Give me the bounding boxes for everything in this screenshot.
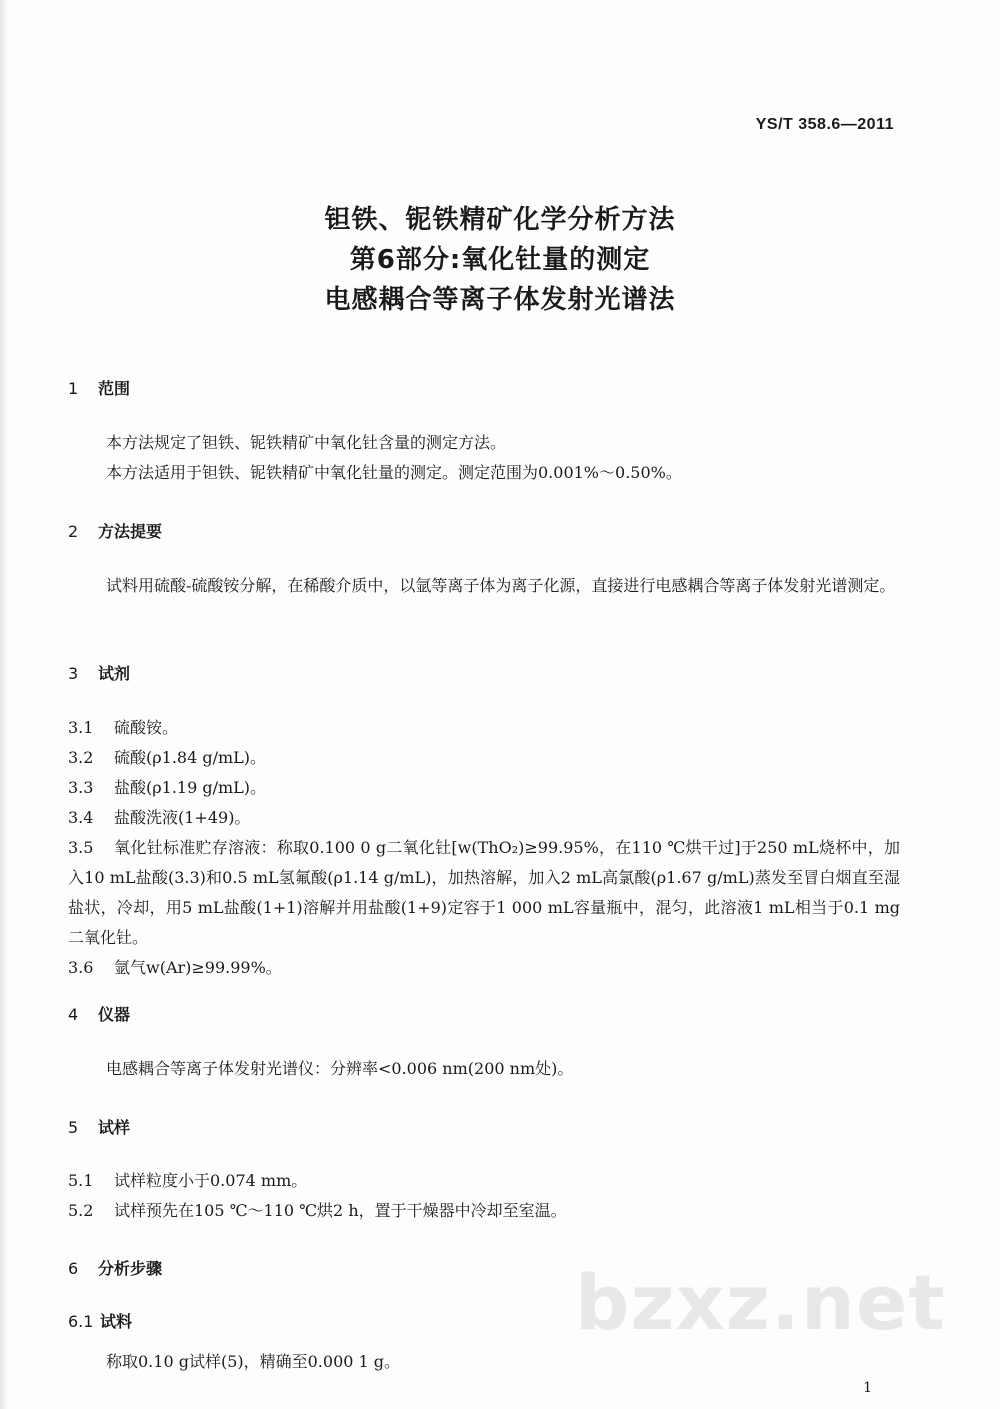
list-item: [68, 953, 900, 983]
section-number: 6: [68, 1259, 79, 1278]
document-title: [0, 200, 1000, 320]
item-number: 3.2: [68, 748, 94, 767]
section-number: 4: [68, 1005, 79, 1024]
page-number: 1: [863, 1380, 872, 1396]
title-line-2: 第6部分:氧化钍量的测定: [349, 245, 651, 275]
section-title: 仪器: [98, 1005, 131, 1024]
subsection-title: 试料: [100, 1312, 133, 1331]
subsection-number: 6.1: [68, 1312, 94, 1331]
section-title: 分析步骤: [98, 1259, 163, 1278]
section-heading-scope: [68, 376, 130, 399]
section-heading-principle: [68, 519, 162, 542]
item-text: 试样粒度小于0.074 mm。: [114, 1171, 308, 1190]
section-title: 方法提要: [98, 522, 163, 541]
section-number: 5: [68, 1118, 79, 1137]
item-text: 试样预先在105 ℃～110 ℃烘2 h，置于干燥器中冷却至室温。: [114, 1201, 567, 1220]
paragraph: 电感耦合等离子体发射光谱仪：分辨率<0.006 nm(200 nm处)。: [106, 1059, 574, 1078]
item-number: 3.5: [68, 838, 94, 857]
item-number: 5.2: [68, 1201, 94, 1220]
list-item: [68, 713, 900, 743]
item-text: 硫酸铵。: [114, 718, 179, 737]
paragraph: 本方法规定了钽铁、铌铁精矿中氧化钍含量的测定方法。: [106, 433, 507, 452]
list-item: [68, 773, 900, 803]
watermark-text: bzxz.net: [575, 1258, 946, 1347]
list-item: [68, 743, 900, 773]
item-number: 3.1: [68, 718, 94, 737]
section-title: 范围: [98, 379, 131, 398]
paragraph: 试料用硫酸-硫酸铵分解，在稀酸介质中，以氩等离子体为离子化源，直接进行电感耦合等离子体发射光谱测定。: [106, 576, 896, 595]
paragraph: 称取0.10 g试样(5)，精确至0.000 1 g。: [106, 1352, 401, 1371]
section-number: 1: [68, 379, 79, 398]
item-text: 氧化钍标准贮存溶液：称取0.100 0 g二氧化钍[w(ThO₂)≥99.95%，在110 ℃烘干过]于250 mL烧杯中，加入10 mL盐酸(3.3)和0.5 mL氢氟酸(ρ1.14 g/mL)，加热溶解，加入2 mL高氯酸(ρ1.67 g/mL)蒸发至冒白烟直至湿盐状，冷却，用5 mL盐酸(1+1)溶解并用盐酸(1+9)定容于1 000 mL容量瓶中，混匀，此溶液1 mL相当于0.1 mg二氧化钍。: [68, 838, 900, 947]
title-line-1: 钽铁、铌铁精矿化学分析方法: [324, 205, 676, 235]
subsection-heading-test-portion: [68, 1309, 132, 1332]
section-heading-reagents: [68, 661, 130, 684]
title-line-3: 电感耦合等离子体发射光谱法: [324, 285, 676, 315]
item-number: 3.3: [68, 778, 94, 797]
item-number: 3.4: [68, 808, 94, 827]
section-heading-apparatus: [68, 1002, 130, 1025]
list-item: [68, 1196, 900, 1226]
item-number: 3.6: [68, 958, 94, 977]
section-heading-sample: [68, 1115, 130, 1138]
section-number: 2: [68, 522, 79, 541]
standard-code: YS/T 358.6—2011: [755, 116, 894, 133]
item-number: 5.1: [68, 1171, 94, 1190]
item-text: 氩气w(Ar)≥99.99%。: [114, 958, 282, 977]
item-text: 盐酸洗液(1+49)。: [114, 808, 251, 827]
list-item: [68, 1166, 900, 1196]
section-title: 试剂: [98, 664, 131, 683]
list-item: [68, 833, 900, 953]
item-text: 盐酸(ρ1.19 g/mL)。: [114, 778, 267, 797]
section-title: 试样: [98, 1118, 131, 1137]
list-item: [68, 803, 900, 833]
section-number: 3: [68, 664, 79, 683]
paragraph: 本方法适用于钽铁、铌铁精矿中氧化钍量的测定。测定范围为0.001%～0.50%。: [106, 463, 682, 482]
item-text: 硫酸(ρ1.84 g/mL)。: [114, 748, 267, 767]
section-heading-procedure: [68, 1256, 162, 1279]
